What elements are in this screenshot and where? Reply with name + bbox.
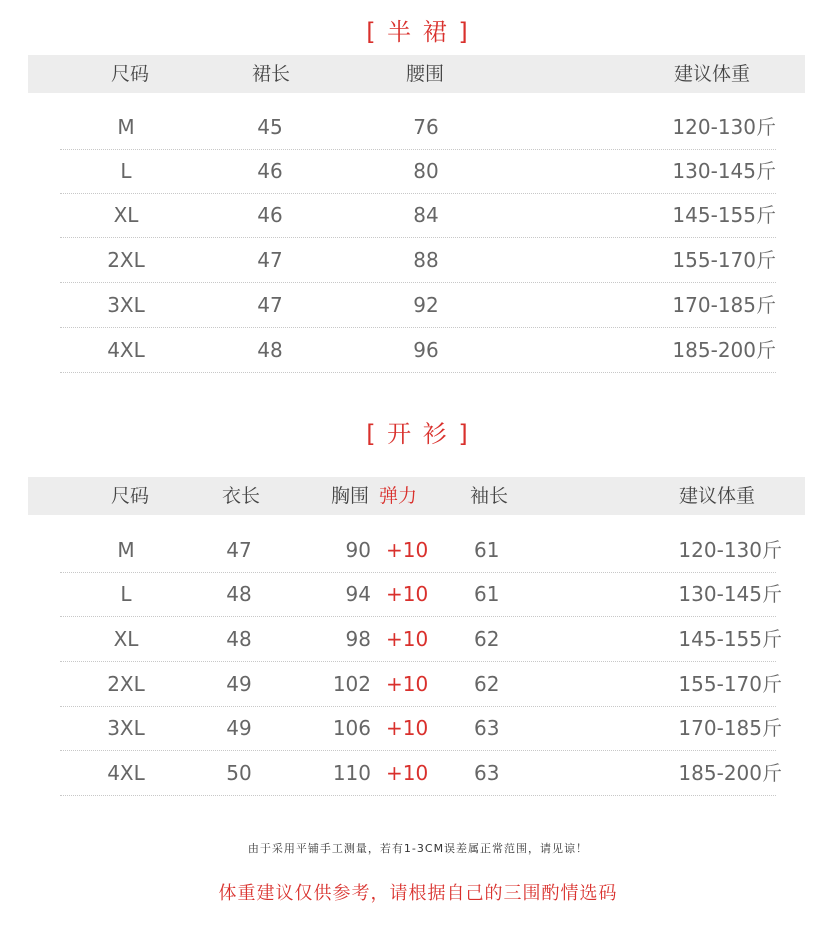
sleeve-cell: 62 xyxy=(474,672,500,696)
skirt-table-header xyxy=(28,55,805,93)
header-garment-length: 衣长 xyxy=(221,485,261,507)
weight-cell: 185-200斤 xyxy=(678,761,782,785)
weight-cell: 155-170斤 xyxy=(678,672,782,696)
waist-cell: 96 xyxy=(413,338,439,362)
sleeve-cell: 61 xyxy=(474,538,500,562)
length-cell: 47 xyxy=(257,248,283,272)
size-cell: XL xyxy=(113,627,139,651)
length-cell: 46 xyxy=(257,203,283,227)
weight-cell: 130-145斤 xyxy=(672,159,776,183)
stretch-cell: +10 xyxy=(386,716,429,740)
weight-cell: 145-155斤 xyxy=(678,627,782,651)
header-size: 尺码 xyxy=(110,63,150,85)
length-cell: 47 xyxy=(257,293,283,317)
length-cell: 49 xyxy=(226,672,252,696)
chest-cell: 102 xyxy=(332,672,371,696)
weight-cell: 130-145斤 xyxy=(678,582,782,606)
chest-cell: 94 xyxy=(345,582,371,606)
length-cell: 48 xyxy=(226,582,252,606)
length-cell: 48 xyxy=(226,627,252,651)
sleeve-cell: 62 xyxy=(474,627,500,651)
waist-cell: 76 xyxy=(413,115,439,139)
table-row xyxy=(60,193,776,238)
weight-cell: 145-155斤 xyxy=(672,203,776,227)
table-row xyxy=(60,706,782,751)
weight-cell: 170-185斤 xyxy=(672,293,776,317)
table-row xyxy=(60,238,776,283)
weight-cell: 170-185斤 xyxy=(678,716,782,740)
sleeve-cell: 63 xyxy=(474,761,500,785)
header-chest: 胸围 xyxy=(331,485,370,507)
stretch-cell: +10 xyxy=(386,761,429,785)
size-cell: L xyxy=(120,582,132,606)
size-cell: 2XL xyxy=(107,248,145,272)
waist-cell: 92 xyxy=(413,293,439,317)
header-skirt-length: 裙长 xyxy=(251,63,291,85)
table-row xyxy=(60,149,776,194)
chest-cell: 106 xyxy=(332,716,371,740)
table-row xyxy=(60,617,782,662)
table-row xyxy=(60,572,782,617)
size-cell: M xyxy=(117,115,135,139)
size-cell: 4XL xyxy=(107,761,145,785)
weight-cell: 120-130斤 xyxy=(678,538,782,562)
chest-cell: 90 xyxy=(345,538,371,562)
cardigan-section-title: [ 开 衫 ] xyxy=(366,420,470,448)
header-suggested-weight: 建议体重 xyxy=(678,485,756,507)
sleeve-cell: 61 xyxy=(474,582,500,606)
stretch-cell: +10 xyxy=(386,672,429,696)
stretch-cell: +10 xyxy=(386,627,429,651)
stretch-cell: +10 xyxy=(386,538,429,562)
sleeve-cell: 63 xyxy=(474,716,500,740)
chest-cell: 98 xyxy=(345,627,371,651)
waist-cell: 84 xyxy=(413,203,439,227)
size-cell: 3XL xyxy=(107,293,145,317)
size-cell: 4XL xyxy=(107,338,145,362)
weight-cell: 185-200斤 xyxy=(672,338,776,362)
length-cell: 45 xyxy=(257,115,283,139)
size-cell: 2XL xyxy=(107,672,145,696)
header-suggested-weight: 建议体重 xyxy=(673,63,751,85)
table-row xyxy=(60,662,782,707)
weight-cell: 155-170斤 xyxy=(672,248,776,272)
table-row xyxy=(60,283,776,328)
length-cell: 49 xyxy=(226,716,252,740)
weight-advice: 体重建议仅供参考，请根据自己的三围酌情选码 xyxy=(218,883,618,904)
table-row xyxy=(60,528,782,573)
skirt-section-title: [ 半 裙 ] xyxy=(366,18,470,46)
size-cell: 3XL xyxy=(107,716,145,740)
length-cell: 48 xyxy=(257,338,283,362)
size-cell: XL xyxy=(113,203,139,227)
weight-cell: 120-130斤 xyxy=(672,115,776,139)
header-size: 尺码 xyxy=(110,485,150,507)
length-cell: 47 xyxy=(226,538,252,562)
header-stretch: 弹力 xyxy=(379,485,418,507)
table-row xyxy=(60,105,776,150)
waist-cell: 80 xyxy=(413,159,439,183)
header-waist: 腰围 xyxy=(405,63,445,85)
stretch-cell: +10 xyxy=(386,582,429,606)
table-row xyxy=(60,328,776,373)
length-cell: 50 xyxy=(226,761,252,785)
header-sleeve-length: 袖长 xyxy=(469,485,509,507)
cardigan-table-header xyxy=(28,477,805,515)
size-cell: L xyxy=(120,159,132,183)
table-row xyxy=(60,751,782,796)
size-cell: M xyxy=(117,538,135,562)
waist-cell: 88 xyxy=(413,248,439,272)
chest-cell: 110 xyxy=(332,761,371,785)
measurement-note: 由于采用平铺手工测量，若有1-3CM误差属正常范围，请见谅！ xyxy=(247,842,589,855)
length-cell: 46 xyxy=(257,159,283,183)
